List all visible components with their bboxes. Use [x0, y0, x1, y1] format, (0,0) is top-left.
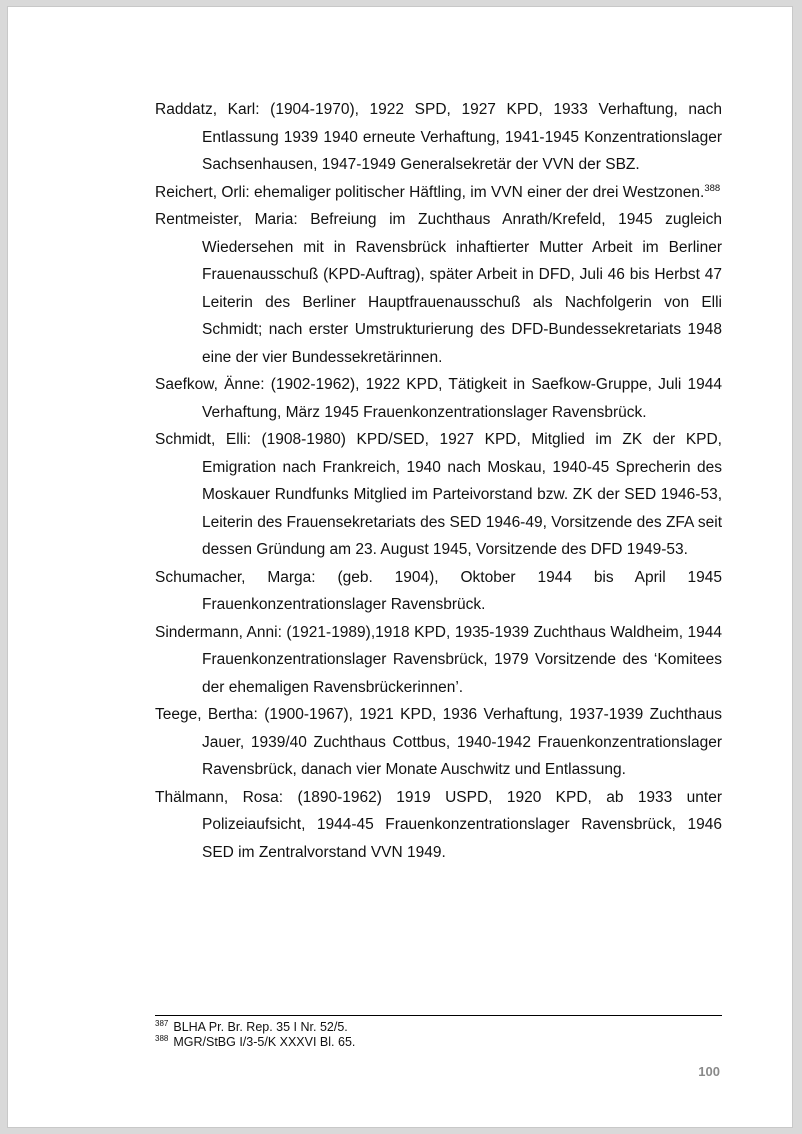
entry-text: Raddatz, Karl: (1904-1970), 1922 SPD, 1927 KPD, 1933 Verhaftung, nach Entlassung 1939 1940 erneute Verhaftung, 1941-1945 Konzentrationslager Sachsenhausen, 1947-1949 Generalsekretär der VVN der SBZ.: [155, 101, 722, 173]
biography-entry: [155, 426, 722, 564]
entry-text: Saefkow, Änne: (1902-1962), 1922 KPD, Tätigkeit in Saefkow-Gruppe, Juli 1944 Verhaftung, März 1945 Frauenkonzentrationslager Ravensbrück.: [155, 376, 722, 421]
entry-text: Schumacher, Marga: (geb. 1904), Oktober 1944 bis April 1945 Frauenkonzentrationslager Ravensbrück.: [155, 568, 722, 613]
entry-text: Rentmeister, Maria: Befreiung im Zuchthaus Anrath/Krefeld, 1945 zugleich Wiedersehen mit in Ravensbrück inhaftierter Mutter Arbeit im Berliner Frauenausschuß (KPD-Auftrag), später Arbeit in DFD, Juli 46 bis Herbst 47 Leiterin des Berliner Hauptfrauenausschuß als Nachfolgerin von Elli Schmidt; nach erster Umstrukturierung des DFD-Bundessekretariats 1948 eine der vier Bundessekretärinnen.: [155, 211, 722, 366]
entry-text: Schmidt, Elli: (1908-1980) KPD/SED, 1927 KPD, Mitglied im ZK der KPD, Emigration nach Frankreich, 1940 nach Moskau, 1940-45 Sprecherin des Moskauer Rundfunks Mitglied im Parteivorstand bzw. ZK der SED 1946-53, Leiterin des Frauensekretariats des SED 1946-49, Vorsitzende des ZFA seit dessen Gründung am 23. August 1945, Vorsitzende des DFD 1949-53.: [155, 431, 722, 558]
biography-entry: [155, 371, 722, 426]
footnote: [155, 1035, 722, 1050]
biography-entry: [155, 701, 722, 784]
biography-entry: [155, 619, 722, 702]
footnote-number: 387: [155, 1018, 169, 1028]
footnotes: [155, 1020, 722, 1050]
biography-entry: [155, 179, 722, 207]
biography-entry: [155, 96, 722, 179]
entry-text: Teege, Bertha: (1900-1967), 1921 KPD, 1936 Verhaftung, 1937-1939 Zuchthaus Jauer, 1939/40 Zuchthaus Cottbus, 1940-1942 Frauenkonzentrationslager Ravensbrück, danach vier Monate Auschwitz und Entlassung.: [155, 706, 722, 778]
document-page: [7, 6, 793, 1128]
page-number: 100: [698, 1064, 720, 1079]
entry-text: Reichert, Orli: ehemaliger politischer Häftling, im VVN einer der drei Westzonen.: [155, 183, 705, 201]
footnote-text: MGR/StBG I/3-5/K XXXVI Bl. 65.: [173, 1035, 356, 1049]
biography-entry: [155, 784, 722, 867]
biography-list: [155, 96, 722, 866]
entry-text: Thälmann, Rosa: (1890-1962) 1919 USPD, 1920 KPD, ab 1933 unter Polizeiaufsicht, 1944-45 Frauenkonzentrationslager Ravensbrück, 1946 SED im Zentralvorstand VVN 1949.: [155, 788, 722, 861]
biography-entry: [155, 564, 722, 619]
footnote-text: BLHA Pr. Br. Rep. 35 I Nr. 52/5.: [173, 1020, 348, 1034]
footnote-reference[interactable]: 388: [704, 182, 721, 194]
entry-text: Sindermann, Anni: (1921-1989),1918 KPD, 1935-1939 Zuchthaus Waldheim, 1944 Frauenkonzentrationslager Ravensbrück, 1979 Vorsitzende des ‘Komitees der ehemaligen Ravensbrückerinnen’.: [155, 623, 722, 696]
footnote: [155, 1020, 722, 1035]
footnote-number: 388: [155, 1033, 169, 1043]
footnote-separator: [155, 1015, 722, 1016]
biography-entry: [155, 206, 722, 371]
